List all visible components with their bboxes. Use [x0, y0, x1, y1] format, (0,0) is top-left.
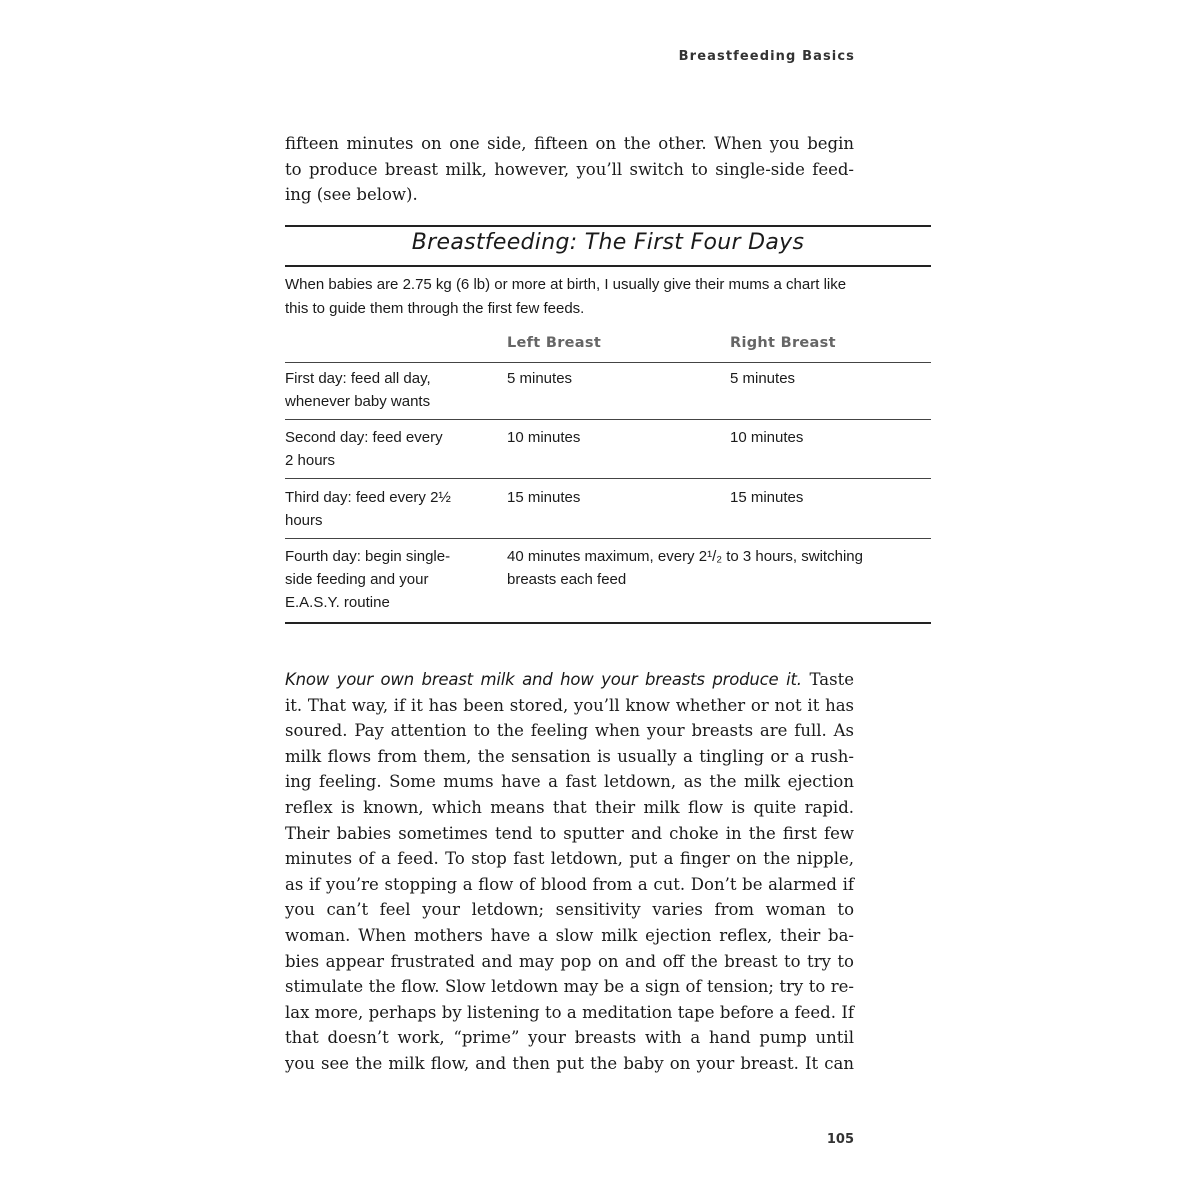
text-line: Their babies sometimes tend to sputter and choke in the first few	[285, 823, 854, 843]
table-cell-right: 5 minutes	[730, 370, 796, 387]
text-line: lax more, perhaps by listening to a meditation tape before a feed. If	[285, 1002, 854, 1022]
top-rule	[285, 225, 931, 227]
text-line: breasts each feed	[507, 571, 627, 588]
text-line: you can’t feel your letdown; sensitivity varies from woman to	[285, 900, 854, 920]
table-row-label	[285, 367, 485, 413]
table-cell-right: 15 minutes	[730, 489, 804, 506]
text-line: soured. Pay attention to the feeling when your breasts are full. As	[285, 721, 854, 741]
text-line: as if you’re stopping a flow of blood from a cut. Don’t be alarmed if	[285, 874, 854, 894]
table-cell-right: 10 minutes	[730, 429, 804, 446]
row-rule	[285, 419, 931, 420]
text-line: whenever baby wants	[285, 393, 431, 410]
text-line: bies appear frustrated and may pop on and off the breast to try to	[285, 951, 854, 971]
header-left-breast: Left Breast	[507, 335, 602, 351]
text-line: hours	[285, 512, 323, 529]
running-head: Breastfeeding Basics	[678, 49, 855, 64]
text-line: First day: feed all day,	[285, 370, 431, 387]
text-line: E.A.S.Y. routine	[285, 594, 390, 611]
text-line: woman. When mothers have a slow milk ejection reflex, their ba-	[285, 925, 854, 945]
sidebar-title: Breastfeeding: The First Four Days	[411, 230, 805, 255]
text-line: milk flows from them, the sensation is usually a tingling or a rush-	[285, 746, 854, 766]
text-line: 2 hours	[285, 452, 336, 469]
text-line: ing feeling. Some mums have a fast letdown, as the milk ejection	[285, 772, 854, 792]
table-cell-left: 15 minutes	[507, 489, 581, 506]
text-line: to produce breast milk, however, you’ll switch to single-side feed-	[285, 159, 854, 179]
row-rule	[285, 538, 931, 539]
table-row-label	[285, 486, 485, 532]
text-line: Third day: feed every 2½	[285, 489, 451, 506]
table-row-label	[285, 426, 485, 472]
table-cell-span	[507, 545, 927, 591]
body-paragraph	[285, 667, 854, 1077]
text-line: stimulate the flow. Slow letdown may be a sign of tension; try to re-	[285, 977, 854, 997]
table-row-label	[285, 545, 485, 614]
header-rule	[285, 362, 931, 363]
text-line	[285, 667, 854, 693]
bottom-rule	[285, 622, 931, 624]
table-cell-left: 5 minutes	[507, 370, 573, 387]
text-line: that doesn’t work, “prime” your breasts with a hand pump until	[285, 1028, 854, 1048]
text-line: fifteen minutes on one side, fifteen on the other. When you begin	[285, 134, 854, 153]
sidebar-intro	[285, 273, 925, 321]
italic-lead: Know your own breast milk and how your breasts produce it.	[285, 670, 802, 689]
text-line: minutes of a feed. To stop fast letdown, put a finger on the nipple,	[285, 849, 854, 869]
text-line: this to guide them through the first few feeds.	[285, 300, 585, 317]
text-line: you see the milk flow, and then put the baby on your breast. It can	[285, 1053, 854, 1073]
text-run: Taste	[801, 670, 854, 689]
page-number: 105	[826, 1132, 854, 1147]
text-line: Fourth day: begin single-	[285, 548, 451, 565]
intro-paragraph	[285, 131, 854, 208]
header-right-breast: Right Breast	[730, 335, 836, 351]
text-line: side feeding and your	[285, 571, 429, 588]
title-rule	[285, 265, 931, 267]
text-line: it. That way, if it has been stored, you’ll know whether or not it has	[285, 695, 854, 715]
row-rule	[285, 478, 931, 479]
table-cell-left: 10 minutes	[507, 429, 581, 446]
text-line: When babies are 2.75 kg (6 lb) or more at birth, I usually give their mums a chart like	[285, 276, 847, 293]
text-line: Second day: feed every	[285, 429, 443, 446]
text-line: ing (see below).	[285, 185, 418, 205]
text-line: 40 minutes maximum, every 2¹/₂ to 3 hours, switching	[507, 548, 863, 565]
text-line: reflex is known, which means that their milk flow is quite rapid.	[285, 797, 854, 817]
